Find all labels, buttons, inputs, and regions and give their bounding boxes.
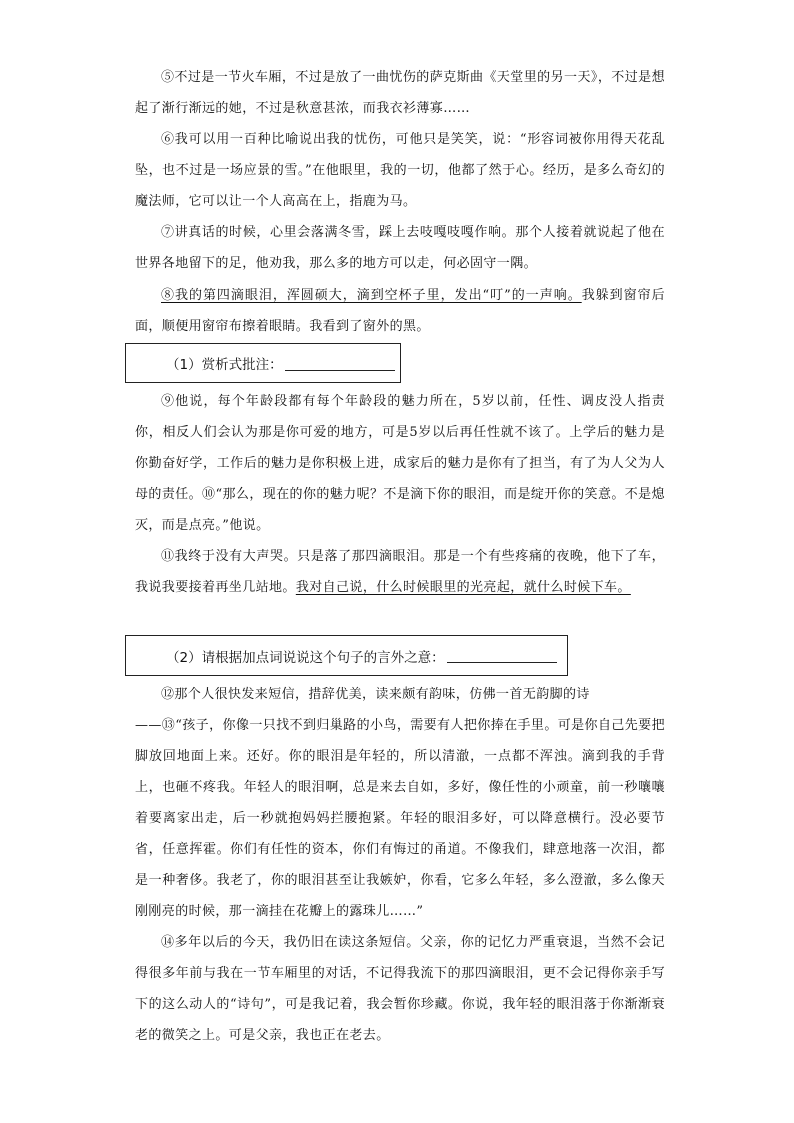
paragraph-8-rest: 我躲到窗帘后面，顺便用窗帘布擦着眼睛。我看到了窗外的黑。 [135, 288, 665, 334]
question-1-label: （1）赏析式批注： [166, 357, 283, 373]
paragraph-9-10 [135, 386, 665, 541]
paragraph-10: ⑩“那么，现在的你的魅力呢？不是滴下你的眼泪，而是绽开你的笑意。不是熄灭，而是点亮。”他说。 [135, 487, 665, 533]
paragraph-6: ⑥我可以用一百种比喻说出我的忧伤，可他只是笑笑，说：“形容词被你用得天花乱坠，也不过是一场应景的雪。”在他眼里，我的一切，他都了然于心。经历，是多么奇幻的魔法师，它可以让一个人高高在上，指鹿为马。 [135, 132, 665, 209]
paragraph-8 [135, 280, 665, 342]
paragraph-5: ⑤不过是一节火车厢，不过是放了一曲忧伤的萨克斯曲《天堂里的另一天》，不过是想起了渐行渐远的她，不过是秋意甚浓，而我衣衫薄寡…… [135, 70, 665, 116]
paragraph-12: ⑫那个人很快发来短信，措辞优美，读来颇有韵味，仿佛一首无韵脚的诗 [161, 687, 590, 702]
paragraph-11 [135, 541, 665, 603]
question-2-label: （2）请根据加点词说说这个句子的言外之意： [166, 649, 445, 666]
answer-blank-1[interactable] [285, 356, 395, 371]
paragraph-7: ⑦讲真话的时候，心里会落满冬雪，踩上去吱嘎吱嘎作响。那个人接着就说起了他在世界各地留下的足，他劝我，那么多的地方可以走，何必固守一隅。 [135, 225, 665, 271]
paragraph-13: ——⑬“孩子，你像一只找不到归巢路的小鸟，需要有人把你捧在手里。可是你自己先要把脚放回地面上来。还好。你的眼泪是年轻的，所以清澈，一点都不浑浊。滴到我的手背上，也砸不疼我。年轻人的眼泪啊，总是来去自如，多好，像任性的小顽童，前一秒嚷嚷着要离家出走，后一秒就抱妈妈拦腰抱紧。年轻的眼泪多好，可以降意横行。没必要节省，任意挥霍。你们有任性的资本，你们有悔过的甬道。不像我们，肆意地落一次泪，都是一种奢侈。我老了，你的眼泪甚至让我嫉妒，你看，它多么年轻，多么澄澈，多么像天刚刚亮的时候，那一滴挂在花瓣上的露珠儿……” [135, 718, 665, 919]
annotation-box-1 [125, 343, 401, 383]
annotation-box-2 [125, 635, 568, 676]
paragraph-14: ⑭多年以后的今天，我仍旧在读这条短信。父亲，你的记忆力严重衰退，当然不会记得很多年前与我在一节车厢里的对话，不记得我流下的那四滴眼泪，更不会记得你亲手写下的这么动人的“诗句”，可是我记着，我会暂你珍藏。你说，我年轻的眼泪落于你渐渐衰老的微笑之上。可是父亲，我也正在老去。 [135, 935, 665, 1043]
paragraph-9: ⑨他说，每个年龄段都有每个年龄段的魅力所在，5岁以前，任性、调皮没人指责你，相反人们会认为那是你可爱的地方，可是5岁以后再任性就不该了。上学后的魅力是你勤奋好学，工作后的魅力是你积极上进，成家后的魅力是你有了担当，有了为人父为人母的责任。 [135, 394, 665, 502]
answer-blank-2[interactable] [447, 648, 557, 663]
paragraph-8-underlined-sentence: ⑧我的第四滴眼泪，浑圆硕大，滴到空杯子里，发出“叮”的一声响。 [161, 288, 582, 303]
paragraph-11-underlined-sentence: 我对自己说，什么时候眼里的光亮起，就什么时候下车。 [295, 580, 631, 595]
paragraph-11-text: ⑪我终于没有大声哭。只是落了那四滴眼泪。那是一个有些疼痛的夜晚，他下了车，我说我要接着再坐几站地。 [135, 549, 665, 595]
